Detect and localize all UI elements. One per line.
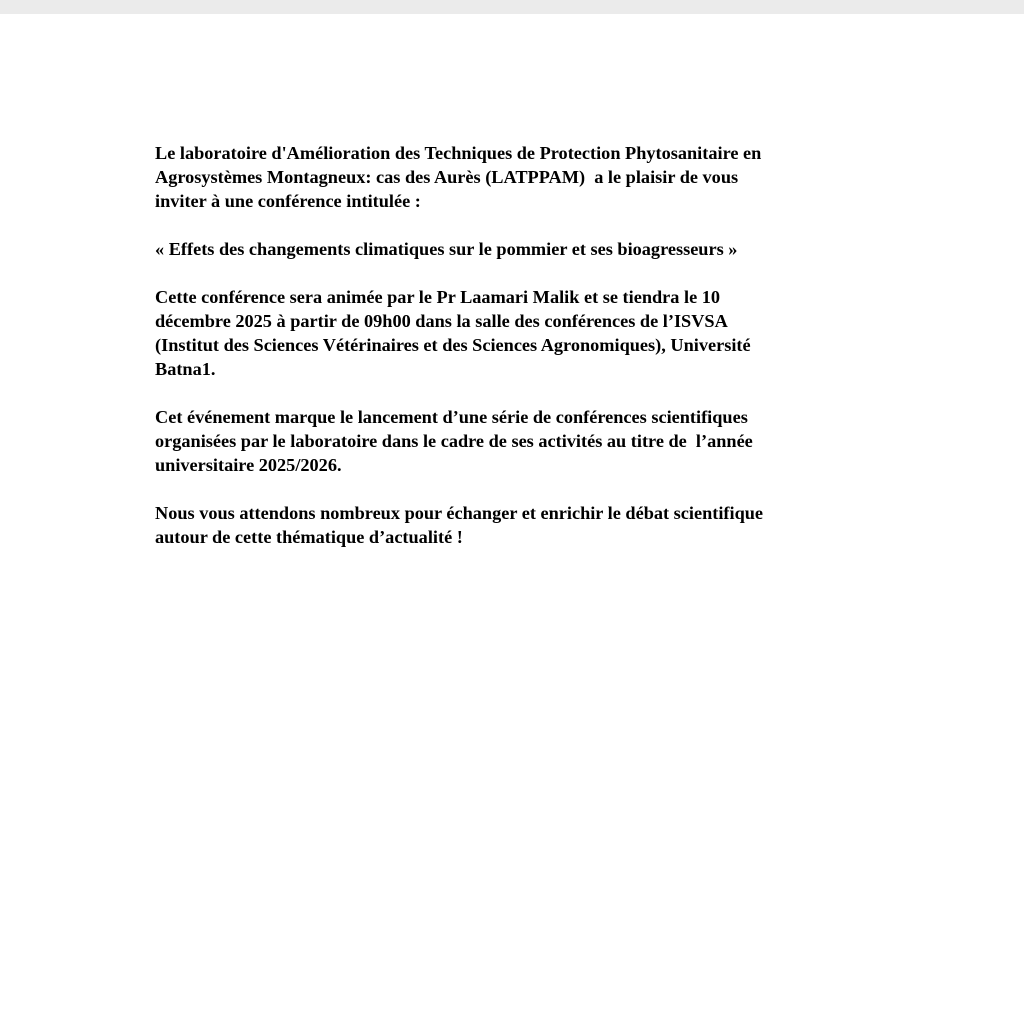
paragraph-conference-title: [155, 237, 855, 261]
paragraph-closing: [155, 501, 855, 549]
document-body: [155, 141, 855, 549]
text-line: Batna1.: [155, 359, 216, 379]
text-line: inviter à une conférence intitulée :: [155, 191, 421, 211]
paragraph-spacer: [155, 261, 855, 285]
paragraph-speaker-details: [155, 285, 855, 381]
text-line: (Institut des Sciences Vétérinaires et des Sciences Agronomiques), Université: [155, 335, 751, 355]
text-line: « Effets des changements climatiques sur le pommier et ses bioagresseurs »: [155, 239, 738, 259]
paragraph-intro: [155, 141, 855, 213]
text-line: universitaire 2025/2026.: [155, 455, 342, 475]
text-line: autour de cette thématique d’actualité !: [155, 527, 463, 547]
document-page: [0, 14, 1024, 1022]
paragraph-series-announcement: [155, 405, 855, 477]
paragraph-spacer: [155, 381, 855, 405]
text-line: Nous vous attendons nombreux pour échanger et enrichir le débat scientifique: [155, 503, 764, 523]
text-line: Cette conférence sera animée par le Pr Laamari Malik et se tiendra le 10: [155, 287, 721, 307]
text-line: Le laboratoire d'Amélioration des Techniques de Protection Phytosanitaire en: [155, 143, 762, 163]
text-line: décembre 2025 à partir de 09h00 dans la salle des conférences de l’ISVSA: [155, 311, 728, 331]
text-line: Cet événement marque le lancement d’une série de conférences scientifiques: [155, 407, 748, 427]
paragraph-spacer: [155, 477, 855, 501]
text-line: Agrosystèmes Montagneux: cas des Aurès (LATPPAM) a le plaisir de vous: [155, 167, 739, 187]
text-line: organisées par le laboratoire dans le cadre de ses activités au titre de l’année: [155, 431, 753, 451]
viewer-top-bar: [0, 0, 1024, 14]
paragraph-spacer: [155, 213, 855, 237]
